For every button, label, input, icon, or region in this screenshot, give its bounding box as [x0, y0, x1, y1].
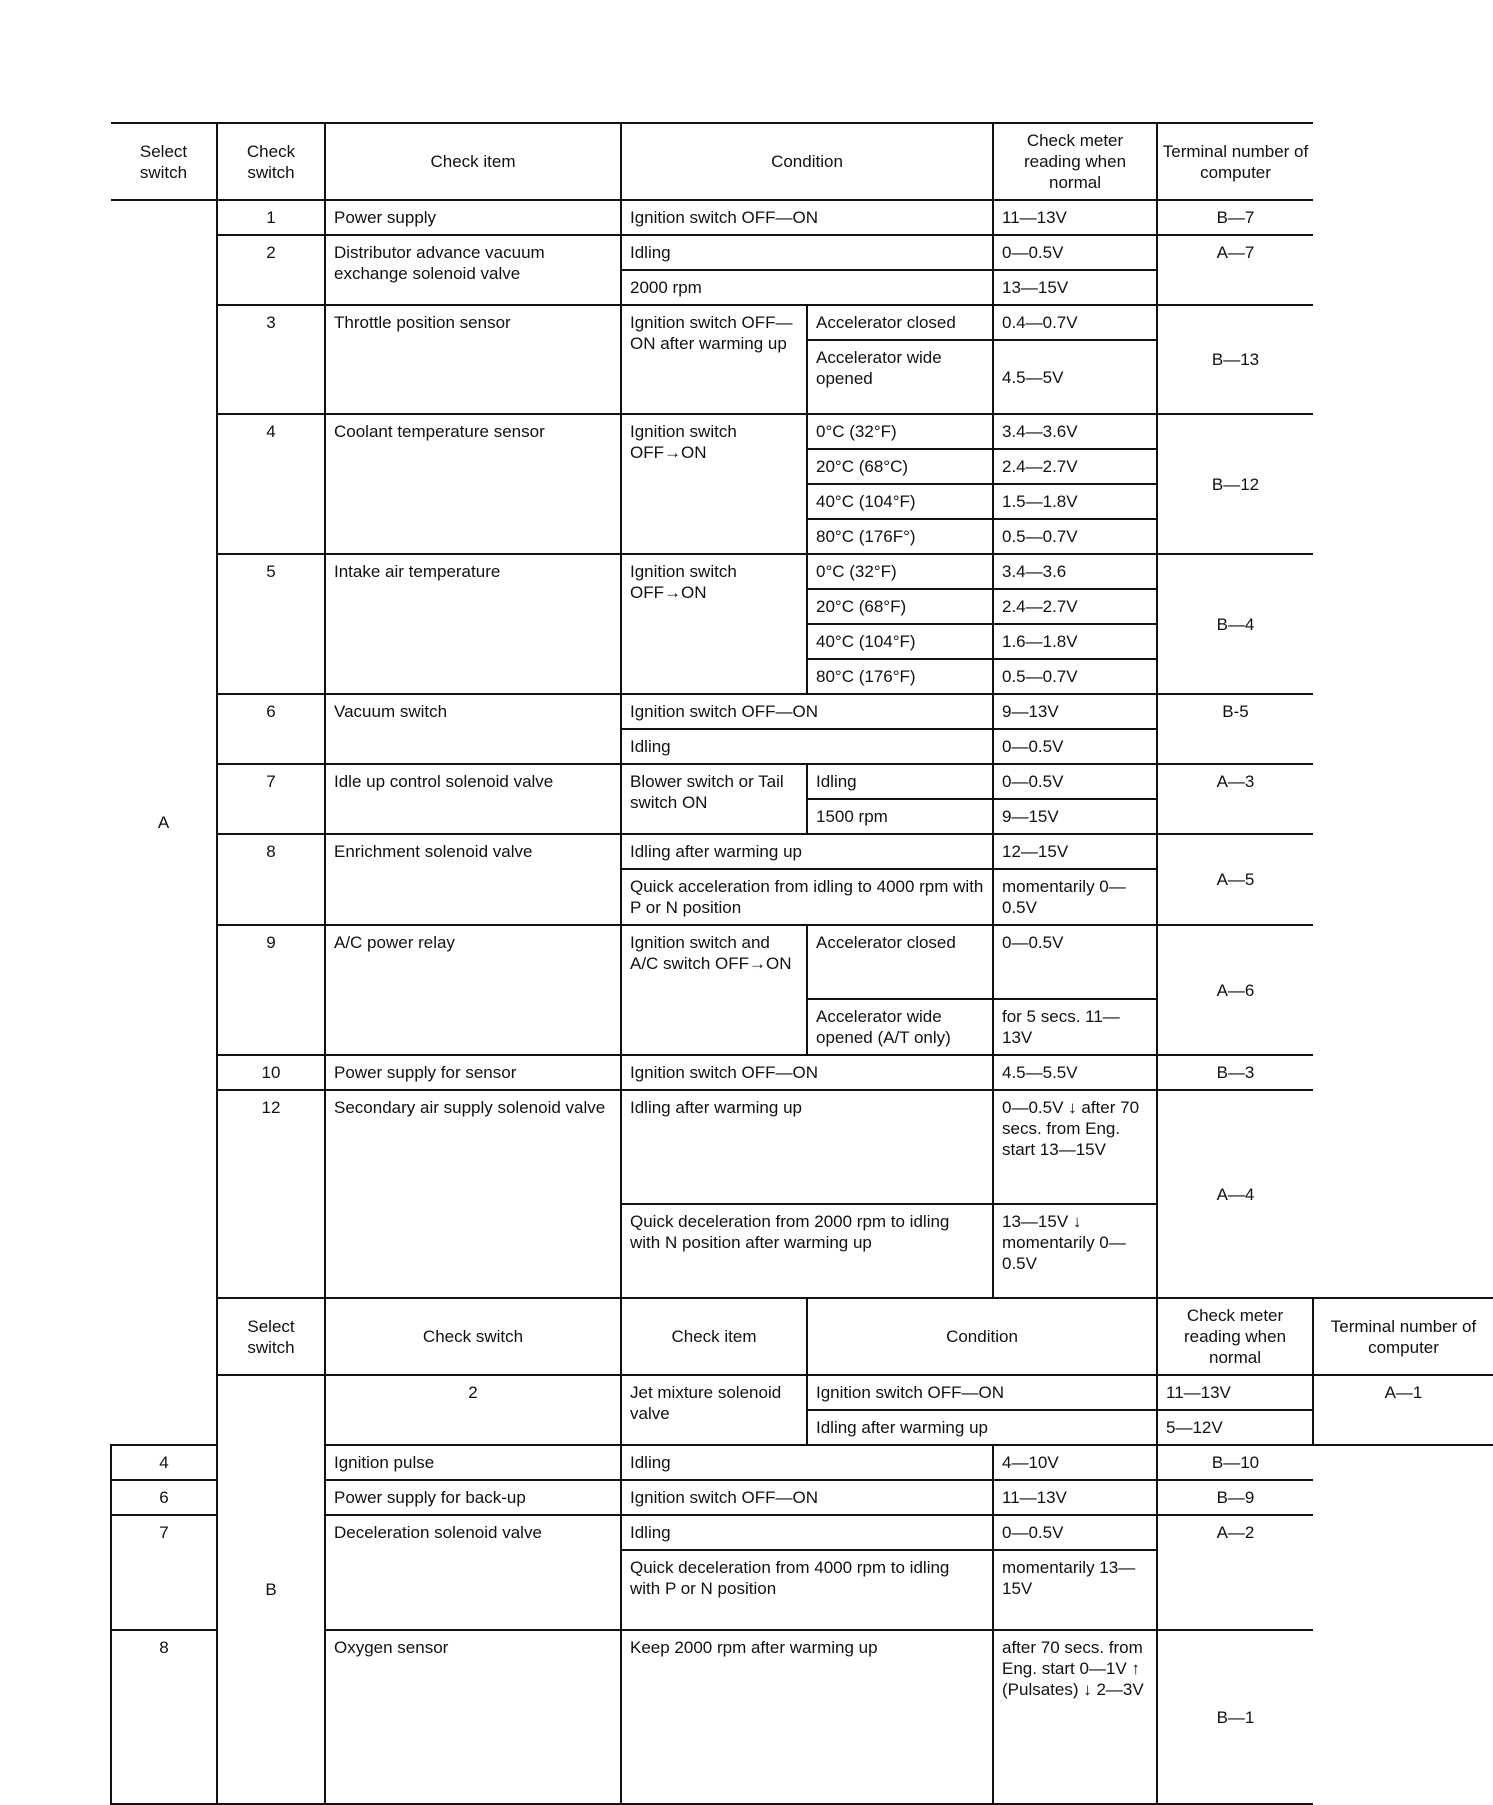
header-check-switch: Check switch — [325, 1298, 621, 1375]
terminal: A—6 — [1157, 925, 1313, 1055]
header-select-switch: Select switch — [111, 123, 217, 200]
check-switch-num: 2 — [217, 235, 325, 305]
table-row — [111, 764, 1493, 799]
meter-reading: 0—0.5V — [993, 925, 1157, 999]
check-switch-num: 4 — [111, 1445, 217, 1480]
check-item: Jet mixture solenoid valve — [621, 1375, 807, 1445]
terminal: A—4 — [1157, 1090, 1313, 1298]
check-item: Power supply for back-up — [325, 1480, 621, 1515]
terminal: B—12 — [1157, 414, 1313, 554]
terminal: A—1 — [1313, 1375, 1493, 1445]
condition: Idling after warming up — [807, 1410, 1157, 1445]
table-row — [111, 305, 1493, 340]
condition: Ignition switch OFF—ON after warming up — [621, 305, 807, 414]
check-switch-num: 5 — [217, 554, 325, 694]
sub-condition: Accelerator closed — [807, 305, 993, 340]
condition: Keep 2000 rpm after warming up — [621, 1630, 993, 1804]
meter-reading: 1.5—1.8V — [993, 484, 1157, 519]
terminal: A—2 — [1157, 1515, 1313, 1630]
meter-reading: 12—15V — [993, 834, 1157, 869]
header-condition: Condition — [807, 1298, 1157, 1375]
table-row — [111, 1375, 1493, 1410]
check-item: Power supply for sensor — [325, 1055, 621, 1090]
table-row — [111, 1090, 1493, 1204]
sub-condition: 80°C (176F°) — [807, 519, 993, 554]
header-check-item: Check item — [325, 123, 621, 200]
terminal: B—10 — [1157, 1445, 1313, 1480]
meter-reading: 2.4—2.7V — [993, 589, 1157, 624]
check-item: Secondary air supply solenoid valve — [325, 1090, 621, 1298]
sub-condition: 40°C (104°F) — [807, 484, 993, 519]
meter-reading: after 70 secs. from Eng. start 0—1V ↑ (Pulsates) ↓ 2—3V — [993, 1630, 1157, 1804]
meter-reading: 1.6—1.8V — [993, 624, 1157, 659]
meter-reading: 11—13V — [993, 200, 1157, 235]
meter-reading: 3.4—3.6 — [993, 554, 1157, 589]
terminal: B—1 — [1157, 1630, 1313, 1804]
table-row — [111, 834, 1493, 869]
sub-condition: 1500 rpm — [807, 799, 993, 834]
meter-reading: 0—0.5V — [993, 729, 1157, 764]
condition: Ignition switch and A/C switch OFF→ON — [621, 925, 807, 1055]
section-a-header — [111, 123, 1493, 200]
check-switch-num: 8 — [217, 834, 325, 925]
terminal: B—13 — [1157, 305, 1313, 414]
sub-condition: Accelerator closed — [807, 925, 993, 999]
meter-reading: 13—15V ↓ momentarily 0—0.5V — [993, 1204, 1157, 1298]
condition: Ignition switch OFF—ON — [621, 694, 993, 729]
terminal: A—7 — [1157, 235, 1313, 305]
section-b-header — [111, 1298, 1493, 1375]
check-switch-num: 7 — [217, 764, 325, 834]
check-table-wrapper — [110, 122, 1493, 1805]
meter-reading: 4.5—5V — [993, 340, 1157, 414]
condition: Ignition switch OFF—ON — [621, 200, 993, 235]
header-terminal: Terminal number of computer — [1157, 123, 1313, 200]
check-switch-num: 1 — [217, 200, 325, 235]
condition: Idling after warming up — [621, 1090, 993, 1204]
check-item: Power supply — [325, 200, 621, 235]
table-row — [111, 414, 1493, 449]
meter-reading: momentarily 13—15V — [993, 1550, 1157, 1630]
check-item: Enrichment solenoid valve — [325, 834, 621, 925]
table-row — [111, 925, 1493, 999]
table-row — [111, 1055, 1493, 1090]
sub-condition: Idling — [807, 764, 993, 799]
sub-condition: 40°C (104°F) — [807, 624, 993, 659]
check-item: Ignition pulse — [325, 1445, 621, 1480]
meter-reading: 0—0.5V — [993, 235, 1157, 270]
sub-condition: Accelerator wide opened (A/T only) — [807, 999, 993, 1055]
condition: Idling after warming up — [621, 834, 993, 869]
check-switch-num: 12 — [217, 1090, 325, 1298]
terminal: B—4 — [1157, 554, 1313, 694]
table-row — [111, 694, 1493, 729]
sub-condition: 0°C (32°F) — [807, 414, 993, 449]
check-item: Distributor advance vacuum exchange solenoid valve — [325, 235, 621, 305]
meter-reading: 2.4—2.7V — [993, 449, 1157, 484]
condition: Ignition switch OFF—ON — [807, 1375, 1157, 1410]
sub-condition: 0°C (32°F) — [807, 554, 993, 589]
meter-reading: 4.5—5.5V — [993, 1055, 1157, 1090]
meter-reading: momentarily 0—0.5V — [993, 869, 1157, 925]
meter-reading: 0—0.5V — [993, 764, 1157, 799]
check-item: A/C power relay — [325, 925, 621, 1055]
header-meter-reading: Check meter reading when normal — [993, 123, 1157, 200]
check-item: Oxygen sensor — [325, 1630, 621, 1804]
condition: Ignition switch OFF→ON — [621, 414, 807, 554]
meter-reading: 0.4—0.7V — [993, 305, 1157, 340]
table-row — [111, 235, 1493, 270]
check-table — [110, 122, 1493, 1805]
check-item: Coolant temperature sensor — [325, 414, 621, 554]
meter-reading: 0.5—0.7V — [993, 659, 1157, 694]
meter-reading: 9—13V — [993, 694, 1157, 729]
condition: Blower switch or Tail switch ON — [621, 764, 807, 834]
terminal: B—9 — [1157, 1480, 1313, 1515]
header-select-switch: Select switch — [217, 1298, 325, 1375]
meter-reading: 11—13V — [993, 1480, 1157, 1515]
condition: Idling — [621, 1515, 993, 1550]
check-switch-num: 2 — [325, 1375, 621, 1445]
condition: Idling — [621, 1445, 993, 1480]
terminal: B—7 — [1157, 200, 1313, 235]
header-condition: Condition — [621, 123, 993, 200]
header-check-switch: Check switch — [217, 123, 325, 200]
meter-reading: 9—15V — [993, 799, 1157, 834]
check-switch-num: 10 — [217, 1055, 325, 1090]
meter-reading: 13—15V — [993, 270, 1157, 305]
check-switch-num: 3 — [217, 305, 325, 414]
condition: Ignition switch OFF→ON — [621, 554, 807, 694]
condition: Quick deceleration from 2000 rpm to idling with N position after warming up — [621, 1204, 993, 1298]
condition: Idling — [621, 235, 993, 270]
condition: Idling — [621, 729, 993, 764]
meter-reading: 0—0.5V ↓ after 70 secs. from Eng. start 13—15V — [993, 1090, 1157, 1204]
check-switch-num: 6 — [111, 1480, 217, 1515]
meter-reading: 11—13V — [1157, 1375, 1313, 1410]
condition: Ignition switch OFF—ON — [621, 1055, 993, 1090]
header-check-item: Check item — [621, 1298, 807, 1375]
header-meter-reading: Check meter reading when normal — [1157, 1298, 1313, 1375]
meter-reading: 0—0.5V — [993, 1515, 1157, 1550]
check-item: Deceleration solenoid valve — [325, 1515, 621, 1630]
sub-condition: Accelerator wide opened — [807, 340, 993, 414]
terminal: B—3 — [1157, 1055, 1313, 1090]
terminal: A—5 — [1157, 834, 1313, 925]
check-item: Idle up control solenoid valve — [325, 764, 621, 834]
meter-reading: 3.4—3.6V — [993, 414, 1157, 449]
check-item: Intake air temperature — [325, 554, 621, 694]
sub-condition: 80°C (176°F) — [807, 659, 993, 694]
check-switch-num: 6 — [217, 694, 325, 764]
meter-reading: 4—10V — [993, 1445, 1157, 1480]
condition: 2000 rpm — [621, 270, 993, 305]
terminal: B-5 — [1157, 694, 1313, 764]
meter-reading: for 5 secs. 11—13V — [993, 999, 1157, 1055]
condition: Quick acceleration from idling to 4000 rpm with P or N position — [621, 869, 993, 925]
terminal: A—3 — [1157, 764, 1313, 834]
check-item: Throttle position sensor — [325, 305, 621, 414]
check-item: Vacuum switch — [325, 694, 621, 764]
table-row — [111, 554, 1493, 589]
condition: Quick deceleration from 4000 rpm to idling with P or N position — [621, 1550, 993, 1630]
check-switch-num: 4 — [217, 414, 325, 554]
sub-condition: 20°C (68°F) — [807, 589, 993, 624]
header-terminal: Terminal number of computer — [1313, 1298, 1493, 1375]
check-switch-num: 8 — [111, 1630, 217, 1804]
check-switch-num: 7 — [111, 1515, 217, 1630]
select-switch-a: A — [111, 200, 217, 1445]
condition: Ignition switch OFF—ON — [621, 1480, 993, 1515]
table-row — [111, 200, 1493, 235]
check-switch-num: 9 — [217, 925, 325, 1055]
meter-reading: 0.5—0.7V — [993, 519, 1157, 554]
select-switch-b: B — [217, 1375, 325, 1804]
meter-reading: 5—12V — [1157, 1410, 1313, 1445]
sub-condition: 20°C (68°C) — [807, 449, 993, 484]
